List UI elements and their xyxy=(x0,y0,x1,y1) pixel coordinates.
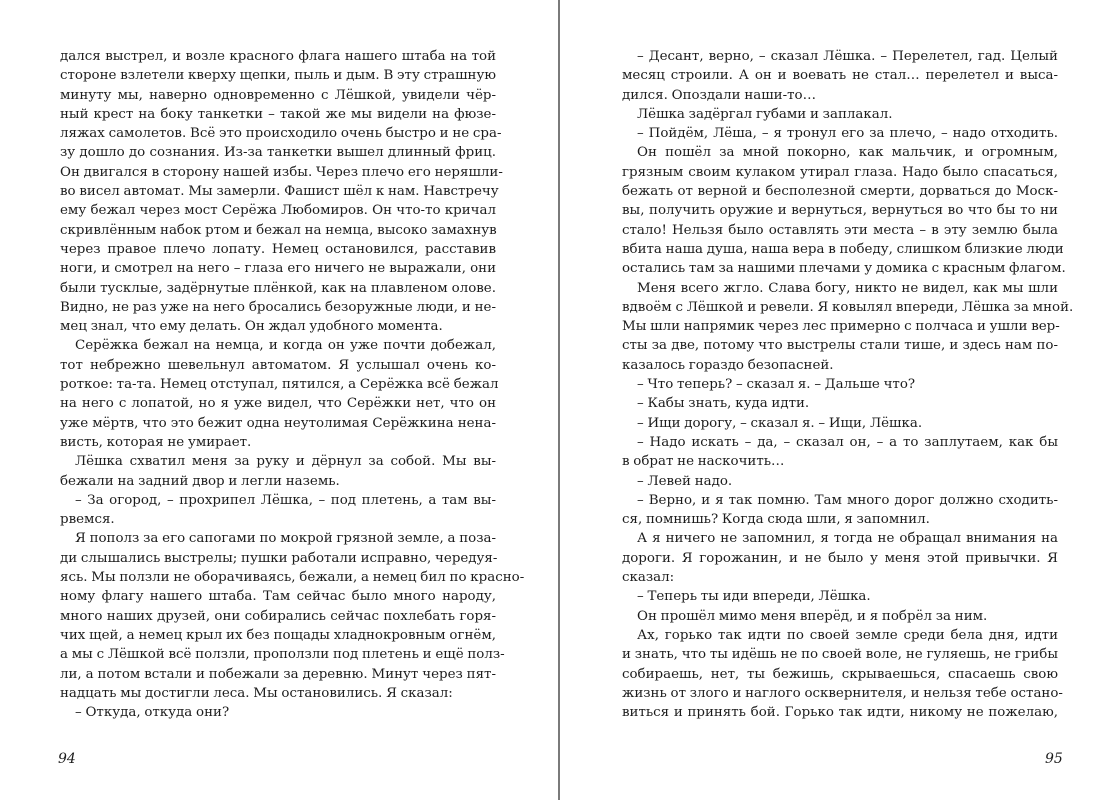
text-line: – Десант, верно, – сказал Лёшка. – Перелетел, гад. Целый xyxy=(637,49,1058,64)
right-page-text xyxy=(622,47,1074,722)
text-line: дился. Опоздали наши-то… xyxy=(622,87,816,103)
page-gutter-divider xyxy=(558,0,560,800)
text-line: стало! Нельзя было оставлять эти места – в эту землю была xyxy=(622,222,1058,238)
text-line: Лёшка схватил меня за руку и дёрнул за собой. Мы вы- xyxy=(75,454,496,470)
text-line: ему бежал через мост Серёжа Любомиров. Он что-то кричал xyxy=(60,203,496,219)
text-line: минуту мы, наверно одновременно с Лёшкой, увидели чёр- xyxy=(60,87,496,103)
text-line: – За огород, – прохрипел Лёшка, – под плетень, а там вы- xyxy=(75,492,496,508)
text-line: ди слышались выстрелы; пушки работали исправно, чередуя- xyxy=(60,550,498,566)
text-line: – Что теперь? – сказал я. – Дальше что? xyxy=(637,377,916,393)
text-line: во висел автомат. Мы замерли. Фашист шёл к нам. Навстречу xyxy=(60,184,499,200)
text-line: стороне взлетели кверху щепки, пыль и дым. В эту страшную xyxy=(60,68,496,84)
text-line: чих щей, а немец крыл их без пощады хладнокровным огнём, xyxy=(60,627,496,643)
left-page-text xyxy=(60,47,525,722)
text-line: ся, помнишь? Когда сюда шли, я запомнил. xyxy=(622,512,930,528)
text-line: зу дошло до сознания. Из-за танкетки вышел длинный фриц. xyxy=(60,145,496,161)
text-line: сты за две, потому что выстрелы стали тише, и здесь нам по- xyxy=(622,338,1058,354)
text-line: ному флагу нашего штаба. Там сейчас было много народу, xyxy=(60,589,496,605)
text-line: Ах, горько так идти по своей земле среди бела дня, идти xyxy=(637,627,1058,643)
text-line: ный крест на боку танкетки – такой же мы видели на фюзе- xyxy=(60,106,496,122)
text-line: ясь. Мы ползли не оборачиваясь, бежали, а немец бил по красно- xyxy=(60,570,525,586)
text-line: месяц строили. А он и воевать не стал… перелетел и выса- xyxy=(622,68,1058,84)
text-line: ляжах самолетов. Всё это происходило очень быстро и не сра- xyxy=(60,126,502,142)
right-page-number: 95 xyxy=(1045,751,1063,767)
text-line: а мы с Лёшкой всё ползли, проползли под плетень и ещё полз- xyxy=(60,647,505,663)
text-line: уже мёртв, что это бежит одна неутолимая Серёжкина нена- xyxy=(60,415,496,431)
text-line: много наших друзей, они собирались сейчас похлебать горя- xyxy=(60,608,496,624)
text-line: – Откуда, откуда они? xyxy=(75,705,230,721)
text-line: дороги. Я горожанин, и не было у меня этой привычки. Я xyxy=(622,550,1058,566)
text-line: Он прошёл мимо меня вперёд, и я побрёл за ним. xyxy=(637,608,988,624)
text-line: ноги, и смотрел на него – глаза его ничего не выражали, они xyxy=(60,261,496,277)
text-line: вбита наша душа, наша вера в победу, слишком близкие люди xyxy=(622,241,1064,257)
text-line: – Теперь ты иди впереди, Лёшка. xyxy=(637,589,871,605)
text-line: надцать мы достигли леса. Мы остановились. Я сказал: xyxy=(60,685,453,701)
text-line: – Левей надо. xyxy=(637,473,733,489)
text-line: бежать от верной и бесполезной смерти, дорваться до Моск- xyxy=(622,184,1058,200)
text-line: скривлённым набок ртом и бежал на немца, высоко замахнув xyxy=(60,222,497,238)
text-line: – Ищи дорогу, – сказал я. – Ищи, Лёшка. xyxy=(637,415,923,431)
text-line: на него с лопатой, но я уже видел, что Серёжки нет, что он xyxy=(60,396,496,412)
text-line: – Верно, и я так помню. Там много дорог должно сходить- xyxy=(637,492,1058,508)
text-line: – Надо искать – да, – сказал он, – а то заплутаем, как бы xyxy=(637,434,1058,450)
text-line: Я пополз за его сапогами по мокрой грязной земле, а поза- xyxy=(75,531,497,547)
text-line: ли, а потом встали и побежали за деревню. Минут через пят- xyxy=(60,666,496,682)
text-line: и знать, что ты идёшь не по своей воле, не гуляешь, не грибы xyxy=(622,647,1058,663)
text-line: – Пойдём, Лёша, – я тронул его за плечо, – надо отходить. xyxy=(637,126,1058,142)
text-line: Он пошёл за мной покорно, как мальчик, и огромным, xyxy=(637,145,1058,161)
text-line: Меня всего жгло. Слава богу, никто не видел, как мы шли xyxy=(637,280,1058,296)
text-line: А я ничего не запомнил, я тогда не обращал внимания на xyxy=(637,531,1058,547)
text-line: Видно, не раз уже на него бросались безоружные люди, и не- xyxy=(60,299,496,315)
text-line: вы, получить оружие и вернуться, вернуться во что бы то ни xyxy=(622,203,1058,219)
text-line: в обрат не наскочить… xyxy=(622,454,785,470)
text-line: остались там за нашими плечами у домика с красным флагом. xyxy=(622,261,1066,277)
text-line: были тусклые, задёрнутые плёнкой, как на плавленом олове. xyxy=(60,280,496,296)
text-line: собираешь, нет, ты бежишь, скрываешься, спасаешь свою xyxy=(622,666,1058,682)
text-line: жизнь от злого и наглого осквернителя, и нельзя тебе остано- xyxy=(622,685,1063,701)
text-line: роткое: та-та. Немец отступал, пятился, а Серёжка всё бежал xyxy=(60,377,499,393)
text-line: грязным своим кулаком утирал глаза. Надо было спасаться, xyxy=(622,164,1058,180)
text-line: вдвоём с Лёшкой и ревели. Я ковылял впереди, Лёшка за мной. xyxy=(622,299,1074,315)
text-line: сказал: xyxy=(622,570,675,586)
text-line: Мы шли напрямик через лес примерно с полчаса и ушли вер- xyxy=(622,319,1060,335)
text-line: Он двигался в сторону нашей избы. Через плечо его неряшли- xyxy=(60,164,503,180)
text-line: через правое плечо лопату. Немец остановился, расставив xyxy=(60,241,496,257)
text-line: бежали на задний двор и легли наземь. xyxy=(60,473,340,489)
text-line: мец знал, что ему делать. Он ждал удобного момента. xyxy=(60,319,443,335)
text-line: дался выстрел, и возле красного флага нашего штаба на той xyxy=(60,49,496,64)
text-line: рвемся. xyxy=(60,512,115,528)
text-line: виться и принять бой. Горько так идти, никому не пожелаю, xyxy=(622,705,1058,721)
text-line: казалось гораздо безопасней. xyxy=(622,357,834,373)
text-line: Серёжка бежал на немца, и когда он уже почти добежал, xyxy=(75,338,496,354)
text-line: висть, которая не умирает. xyxy=(60,434,252,450)
text-line: Лёшка задёргал губами и заплакал. xyxy=(637,106,893,122)
text-line: – Кабы знать, куда идти. xyxy=(637,396,810,412)
text-line: тот небрежно шевельнул автоматом. Я услышал очень ко- xyxy=(60,357,496,373)
left-page-number: 94 xyxy=(58,751,76,767)
